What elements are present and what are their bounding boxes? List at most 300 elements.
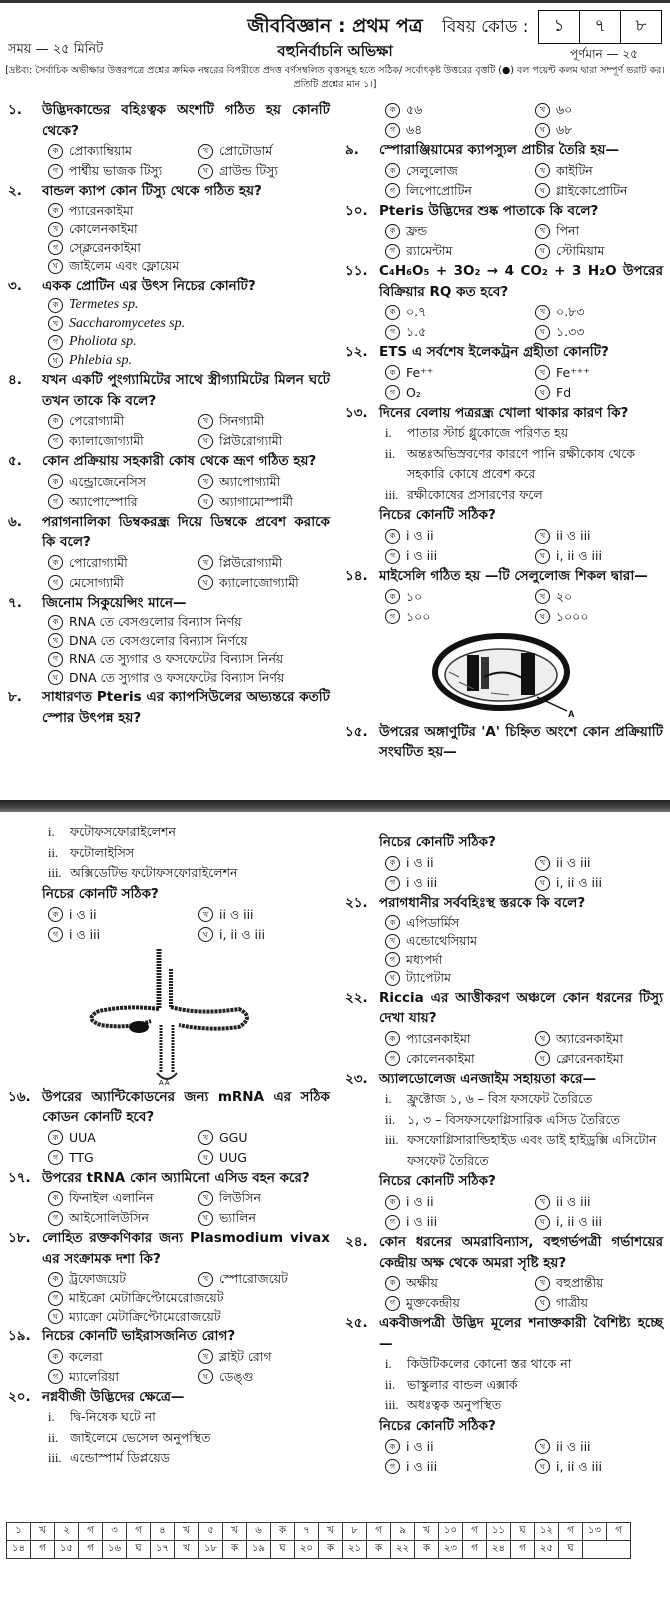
option-text: মুক্তকেন্দ্রীয়	[406, 1295, 460, 1310]
option	[48, 315, 330, 334]
time-limit: সময় — ২৫ মিনিট	[8, 42, 104, 57]
statement	[8, 843, 330, 864]
option-text: RNA তে স্যুগার ও ফসফেটের বিন্যাস নির্নয়	[69, 651, 284, 666]
option-text: ট্যাপেটাম	[406, 970, 451, 985]
option	[48, 613, 330, 632]
question-number: ১৩.	[345, 404, 368, 421]
question-text: উপরের অঙ্গাণুটির 'A' চিহ্নিত অংশে কোন প্রক্রিয়াটি সংঘটিত হয়—	[379, 723, 663, 760]
option	[535, 607, 663, 627]
question-text: যখন একটি পুংগ্যামিটের সাথে স্ত্রীগ্যামিটের মিলন ঘটে তখন তাকে কি বলে?	[42, 372, 330, 409]
statement-text: ফসফোগ্লিসারাল্ডিহাইড এবং ডাই হাইড্রক্সি এসিটোন ফসফেট তৈরিতে	[407, 1132, 657, 1168]
option	[385, 546, 535, 566]
option-text: GGU	[219, 1129, 248, 1145]
option-text: আইসোলিউসিন	[69, 1210, 149, 1225]
option	[48, 650, 330, 669]
option	[198, 1347, 330, 1367]
subject-code-boxes	[538, 10, 662, 44]
exam-subtitle: বহুনির্বাচনি অভিক্ষা	[277, 42, 393, 60]
option-circle-marker: ক	[385, 1031, 400, 1046]
option-circle-marker: খ	[535, 305, 550, 320]
option-circle-marker: গ	[48, 335, 63, 350]
option-circle-marker: খ	[198, 1272, 213, 1287]
option-circle-marker: গ	[48, 1211, 63, 1226]
option-circle-marker: গ	[385, 1051, 400, 1066]
option	[198, 411, 330, 431]
option-text: i ও ii	[69, 906, 97, 922]
answer-number: ১০	[439, 1523, 463, 1541]
answer-key-table	[6, 1522, 631, 1559]
option-circle-marker: ক	[48, 615, 63, 630]
option-circle-marker: ঘ	[48, 1309, 63, 1324]
option	[48, 431, 198, 451]
statement-text: ভাস্কুলার বান্ডল এক্সার্ক	[407, 1376, 518, 1392]
option-circle-marker: ঘ	[535, 183, 550, 198]
options	[8, 1269, 330, 1289]
option	[535, 526, 663, 546]
question	[8, 276, 330, 297]
option-text: ৬৮	[556, 122, 573, 137]
answer-row	[7, 1541, 631, 1559]
option-circle-marker: ক	[385, 224, 400, 239]
option-circle-marker: ক	[385, 915, 400, 930]
option-text: পিনা	[556, 223, 580, 238]
statement-text: অক্সিডেটিভ ফটোফসফোরাইলেশন	[70, 865, 238, 880]
code-digit: ৭	[579, 11, 620, 43]
option-text: র‍্যামেন্টাম	[406, 243, 453, 258]
option-circle-marker: গ	[385, 123, 400, 138]
option-text: সেলুলোজ	[406, 162, 458, 178]
question-number: ২১.	[345, 895, 368, 911]
option-circle-marker: ঘ	[198, 434, 213, 449]
option	[48, 1208, 198, 1228]
option-text: কলেরা	[69, 1348, 103, 1364]
option	[48, 1188, 198, 1208]
question-number: ১২.	[345, 344, 368, 360]
question-text: Riccia এর আত্তীকরণ অঞ্চলে কোন ধরনের টিস্যু দেখা যায়?	[379, 989, 663, 1026]
question-number: ৫.	[8, 453, 22, 469]
option-circle-marker: খ	[198, 414, 213, 429]
option-circle-marker: ক	[48, 203, 63, 218]
option-text: i ও ii	[406, 1194, 434, 1209]
option-circle-marker: খ	[198, 1191, 213, 1206]
option	[198, 1208, 330, 1228]
option	[535, 853, 663, 873]
option	[535, 363, 663, 383]
option	[198, 472, 330, 492]
option	[198, 161, 330, 181]
question	[8, 512, 330, 553]
option-circle-marker: ক	[385, 365, 400, 380]
option-text: পোরোগ্যামী	[69, 554, 128, 570]
option-text: DNA তে বেসগুলোর বিন্যাস নির্ণয়ে	[69, 632, 248, 648]
option-text: i, ii ও iii	[556, 1458, 602, 1474]
option	[385, 1293, 535, 1313]
option-text: ii ও iii	[556, 1438, 591, 1454]
option	[385, 383, 535, 403]
option-circle-marker: গ	[385, 876, 400, 891]
option	[385, 1192, 535, 1212]
question-text: উপরের tRNA কোন অ্যামিনো এসিড বহন করে?	[42, 1169, 310, 1186]
statement-text: অধঃত্বক অনুপস্থিত	[407, 1397, 502, 1412]
answer-letter: ঘ	[271, 1541, 295, 1559]
option-circle-marker: ঘ	[535, 244, 550, 259]
option	[48, 905, 198, 925]
option-circle-marker: ক	[48, 1349, 63, 1364]
question	[345, 403, 663, 424]
answer-number: ১৮	[199, 1541, 223, 1559]
option-circle-marker: ক	[48, 144, 63, 159]
chloroplast-figure	[345, 627, 663, 722]
option-circle-marker: গ	[385, 325, 400, 340]
question	[345, 722, 663, 763]
option-text: পার্শ্বীয় ভাজক টিস্যু	[69, 163, 163, 178]
question-text: জিনোম সিকুয়েন্সিং মানে—	[42, 594, 187, 611]
answer-row	[7, 1523, 631, 1541]
answer-letter: গ	[511, 1541, 535, 1559]
option-text: ৬৪	[406, 122, 423, 137]
option-text: ফ্রন্ড	[406, 223, 428, 238]
answer-number: ২২	[391, 1541, 415, 1559]
statement-numeral: iii.	[48, 866, 62, 880]
option	[535, 100, 663, 120]
answer-letter: গ	[607, 1523, 631, 1541]
option	[198, 553, 330, 573]
option	[48, 1367, 198, 1387]
question-text: স্পোরাঞ্জিয়ামের ক্যাপস্যুল প্রাচীর তৈরি হয়—	[379, 142, 619, 158]
option-circle-marker: গ	[385, 1215, 400, 1230]
answer-letter: গ	[31, 1541, 55, 1559]
question-number: ৭.	[8, 594, 22, 611]
option-text: ২০	[556, 588, 573, 604]
option	[48, 1269, 198, 1289]
option-circle-marker: ঘ	[48, 670, 63, 685]
option	[385, 241, 535, 261]
question-text: মাইসেলি গঠিত হয় —টি সেলুলোজ শিকল দ্বারা—	[379, 568, 648, 584]
option-circle-marker: ঘ	[198, 575, 213, 590]
option-text: প্রোটোডার্ম	[219, 143, 273, 158]
question-text: একক প্রোটিন এর উৎস নিচের কোনটি?	[42, 277, 256, 294]
statement	[8, 1407, 330, 1428]
option-text: জাইলেম এবং ফ্লোয়েম	[69, 258, 180, 273]
option-circle-marker: ক	[48, 474, 63, 489]
option	[48, 257, 330, 276]
option-text: স্ক্লেরেনকাইমা	[69, 239, 141, 255]
page-title: জীববিজ্ঞান : প্রথম পত্র	[247, 15, 423, 37]
option	[48, 161, 198, 181]
question	[345, 988, 663, 1029]
statement-numeral: iii.	[385, 487, 399, 502]
option	[385, 181, 535, 201]
question-number: ২৩.	[345, 1070, 368, 1087]
question-text: লোহিত রক্তকণিকার জন্য Plasmodium vivax এর সংক্রামক দশা কি?	[42, 1230, 330, 1267]
option-circle-marker: গ	[385, 385, 400, 400]
statement-numeral: iii.	[48, 1451, 62, 1465]
option-text: Pholiota sp.	[69, 334, 137, 349]
option-circle-marker: ক	[48, 907, 63, 922]
option-text: i ও iii	[406, 1458, 438, 1474]
option	[48, 573, 198, 593]
answer-letter: খ	[175, 1523, 199, 1541]
option-circle-marker: ঘ	[535, 1459, 550, 1474]
option	[535, 1293, 663, 1313]
option-text: প্লিউরোগ্যামী	[219, 433, 283, 448]
answer-number: ২০	[295, 1541, 319, 1559]
option	[535, 1192, 663, 1212]
answer-number: ২৪	[487, 1541, 511, 1559]
choose-correct-prompt: নিচের কোনটি সঠিক?	[379, 507, 496, 523]
answer-number: ৭	[295, 1523, 319, 1541]
answer-letter: খ	[415, 1523, 439, 1541]
option-text: ১০০	[406, 608, 431, 624]
question	[345, 342, 663, 363]
option-circle-marker: ঘ	[48, 353, 63, 368]
option-circle-marker: খ	[198, 555, 213, 570]
options	[8, 1128, 330, 1168]
answer-number: ১৫	[55, 1541, 79, 1559]
option-circle-marker: গ	[385, 952, 400, 967]
question	[8, 1087, 330, 1128]
option	[385, 607, 535, 627]
option	[198, 141, 330, 161]
option-circle-marker: ঘ	[535, 549, 550, 564]
options	[345, 1437, 663, 1477]
options	[8, 905, 330, 945]
option-text: ১০	[406, 588, 423, 604]
choose-correct-prompt: নিচের কোনটি সঠিক?	[379, 1173, 496, 1189]
option-text: অ্যাপোগ্যামী	[219, 473, 281, 489]
question	[8, 1326, 330, 1347]
option	[535, 873, 663, 893]
statement-text: জাইলেমে ভেসেল অনুপস্থিত	[70, 1429, 211, 1445]
option-circle-marker: ঘ	[535, 876, 550, 891]
question	[345, 140, 663, 161]
question-text: দিনের বেলায় পত্ররন্ধ্র খোলা থাকার কারণ কি?	[379, 404, 629, 421]
choose-correct-prompt: নিচের কোনটি সঠিক?	[42, 885, 159, 902]
options	[8, 141, 330, 181]
option-circle-marker: গ	[48, 164, 63, 179]
answer-letter: খ	[175, 1541, 199, 1559]
question	[8, 181, 330, 202]
options	[8, 1289, 330, 1326]
option-circle-marker: ক	[385, 1439, 400, 1454]
option	[198, 925, 330, 945]
option-circle-marker: খ	[535, 1276, 550, 1291]
option-circle-marker: গ	[48, 575, 63, 590]
option-circle-marker: গ	[385, 609, 400, 624]
options	[345, 100, 663, 140]
statement-numeral: ii.	[48, 845, 59, 860]
option-circle-marker: ঘ	[535, 1215, 550, 1230]
option	[198, 573, 330, 593]
option-circle-marker: ক	[48, 1272, 63, 1287]
option	[385, 120, 535, 140]
option-text: TTG	[69, 1149, 94, 1165]
option-circle-marker: গ	[48, 494, 63, 509]
option-circle-marker: ক	[385, 529, 400, 544]
answer-letter: ঘ	[127, 1541, 151, 1559]
option-circle-marker: ঘ	[198, 494, 213, 509]
question-number: ২৪.	[345, 1234, 368, 1250]
option-text: ০.৮৩	[556, 304, 585, 319]
option	[385, 1212, 535, 1232]
answer-number: ১৪	[7, 1541, 31, 1559]
question	[345, 566, 663, 587]
question-number: ১১.	[345, 263, 368, 279]
options	[8, 472, 330, 512]
answer-letter: ঘ	[559, 1541, 583, 1559]
answer-number: ৫	[199, 1523, 223, 1541]
choose-correct-prompt: নিচের কোনটি সঠিক?	[379, 834, 496, 850]
question	[345, 893, 663, 914]
statement-text: ১, ৩ – বিসফসফোগ্লিসারিক এসিড তৈরিতে	[407, 1111, 620, 1127]
question-number: ৬.	[8, 513, 22, 530]
statement-numeral: i.	[385, 426, 392, 440]
option-circle-marker: ক	[48, 1191, 63, 1206]
answer-number: ৪	[151, 1523, 175, 1541]
statement	[8, 1448, 330, 1469]
option	[48, 492, 198, 512]
option-circle-marker: খ	[535, 1031, 550, 1046]
answer-number: ১৩	[583, 1523, 607, 1541]
page2-right-column	[345, 832, 663, 1477]
option	[48, 553, 198, 573]
answer-letter: ক	[223, 1541, 247, 1559]
question-text: একবীজপত্রী উদ্ভিদ মূলের শনাক্তকারী বৈশিষ্ট্য হচ্ছে—	[379, 1315, 663, 1352]
option-text: ii ও iii	[219, 906, 254, 922]
figure-label-a: A	[568, 708, 575, 719]
option-text: i ও iii	[406, 875, 438, 890]
question-text: উদ্ভিদকান্ডের বহিঃত্বক অংশটি গঠিত হয় কোনটি থেকে?	[42, 102, 330, 139]
option-circle-marker: গ	[48, 652, 63, 667]
question	[345, 261, 663, 302]
option-text: এপিডার্মিস	[406, 914, 460, 930]
question-number: ১৫.	[345, 723, 368, 740]
question	[8, 370, 330, 411]
option	[535, 587, 663, 607]
statement-text: রক্ষীকোষের প্রসারণের ফলে	[407, 486, 543, 502]
option	[48, 352, 330, 371]
option	[385, 587, 535, 607]
options	[8, 202, 330, 276]
option-circle-marker: ঘ	[385, 971, 400, 986]
option-text: ক্যালোজোগ্যামী	[219, 574, 299, 590]
option-text: লিউসিন	[219, 1190, 261, 1205]
option-text: প্যারেনকাইমা	[406, 1030, 471, 1046]
option	[385, 1437, 535, 1457]
option	[535, 383, 663, 403]
option	[48, 239, 330, 258]
statement-text: ফ্রুক্টোজ ১, ৬ – বিস ফসফেট তৈরিতে	[407, 1091, 593, 1106]
option-circle-marker: খ	[535, 365, 550, 380]
statement-text: এন্ডোস্পার্ম ডিপ্লয়েড	[70, 1450, 170, 1465]
option-circle-marker: গ	[385, 1459, 400, 1474]
option-text: i, ii ও iii	[556, 1214, 602, 1229]
option-circle-marker: খ	[535, 529, 550, 544]
option	[48, 632, 330, 651]
option	[198, 492, 330, 512]
option-text: কাইটিন	[556, 162, 593, 178]
option	[48, 1347, 198, 1367]
page1-left-column	[8, 100, 330, 728]
option-text: অ্যাগামোস্পার্মী	[219, 493, 293, 509]
option-circle-marker: গ	[385, 183, 400, 198]
statement	[8, 822, 330, 843]
option	[535, 322, 663, 342]
option-circle-marker: ঘ	[535, 1051, 550, 1066]
option	[535, 1049, 663, 1069]
answer-letter: ক	[367, 1541, 391, 1559]
answer-number: ৩	[103, 1523, 127, 1541]
answer-letter: ঘ	[511, 1523, 535, 1541]
option-text: মাইক্রো মেটাক্রিপ্টোমেরোজয়েট	[69, 1290, 224, 1305]
option	[48, 1289, 330, 1308]
page-separator	[0, 800, 670, 812]
option-text: প্যারেনকাইমা	[69, 202, 134, 218]
option-text: গ্লাইকোপ্রোটিন	[556, 182, 628, 198]
answer-number: ২১	[343, 1541, 367, 1559]
trna-figure	[8, 945, 330, 1087]
option-text: ফিনাইল এলানিন	[69, 1190, 154, 1205]
option-text: ১.৫	[406, 324, 427, 339]
statement	[345, 1375, 663, 1396]
option-circle-marker: গ	[48, 927, 63, 942]
page1-right-column	[345, 100, 663, 763]
question	[8, 687, 330, 728]
answer-letter: ক	[415, 1541, 439, 1559]
statement-numeral: ii.	[385, 1377, 396, 1392]
option-circle-marker: খ	[535, 224, 550, 239]
option-circle-marker: ক	[48, 414, 63, 429]
statement-numeral: iii.	[385, 1398, 399, 1412]
option	[385, 221, 535, 241]
options	[345, 587, 663, 627]
option-circle-marker: ক	[385, 305, 400, 320]
options	[345, 914, 663, 988]
option	[385, 1049, 535, 1069]
option-text: ১০০০	[556, 608, 589, 624]
option-text: ii ও iii	[556, 528, 591, 543]
option-text: ট্রফোজয়েট	[69, 1271, 127, 1286]
option-circle-marker: ক	[48, 1130, 63, 1145]
question-text: অ্যালডোলেজ এনজাইম সহায়তা করে—	[379, 1070, 597, 1087]
option	[48, 1148, 198, 1168]
option-text: Fe⁺⁺⁺	[556, 364, 590, 380]
question-text: নগ্নবীজী উদ্ভিদের ক্ষেত্রে—	[42, 1388, 185, 1405]
statement-numeral: ii.	[48, 1430, 59, 1445]
option	[385, 302, 535, 322]
option-circle-marker: গ	[48, 434, 63, 449]
option	[385, 853, 535, 873]
option	[48, 669, 330, 688]
statement-text: ফটোলাইসিস	[70, 844, 135, 860]
option	[385, 951, 663, 970]
statement-text: অন্তঃঅভিস্রবণের কারণে পানি রক্ষীকোষ থেকে সহকারি কোষে প্রবেশ করে	[407, 445, 636, 481]
option-text: মেসোগ্যামী	[69, 574, 124, 590]
option	[48, 411, 198, 431]
question-text: পরাগনালিকা ডিম্বকরন্ধ্র দিয়ে ডিম্বকে প্রবেশ করাকে কি বলে?	[42, 513, 330, 550]
option-circle-marker: ক	[385, 1195, 400, 1210]
option-circle-marker: খ	[198, 1130, 213, 1145]
answer-number: ২৫	[535, 1541, 559, 1559]
option-circle-marker: খ	[535, 1195, 550, 1210]
option-text: প্লিউরোগ্যামী	[219, 554, 283, 570]
question	[8, 1228, 330, 1269]
question	[345, 201, 663, 222]
option-text: কোলেনকাইমা	[406, 1050, 475, 1066]
answer-letter: গ	[463, 1541, 487, 1559]
option-text: অক্ষীয়	[406, 1275, 438, 1290]
statement-numeral: ii.	[385, 446, 396, 461]
